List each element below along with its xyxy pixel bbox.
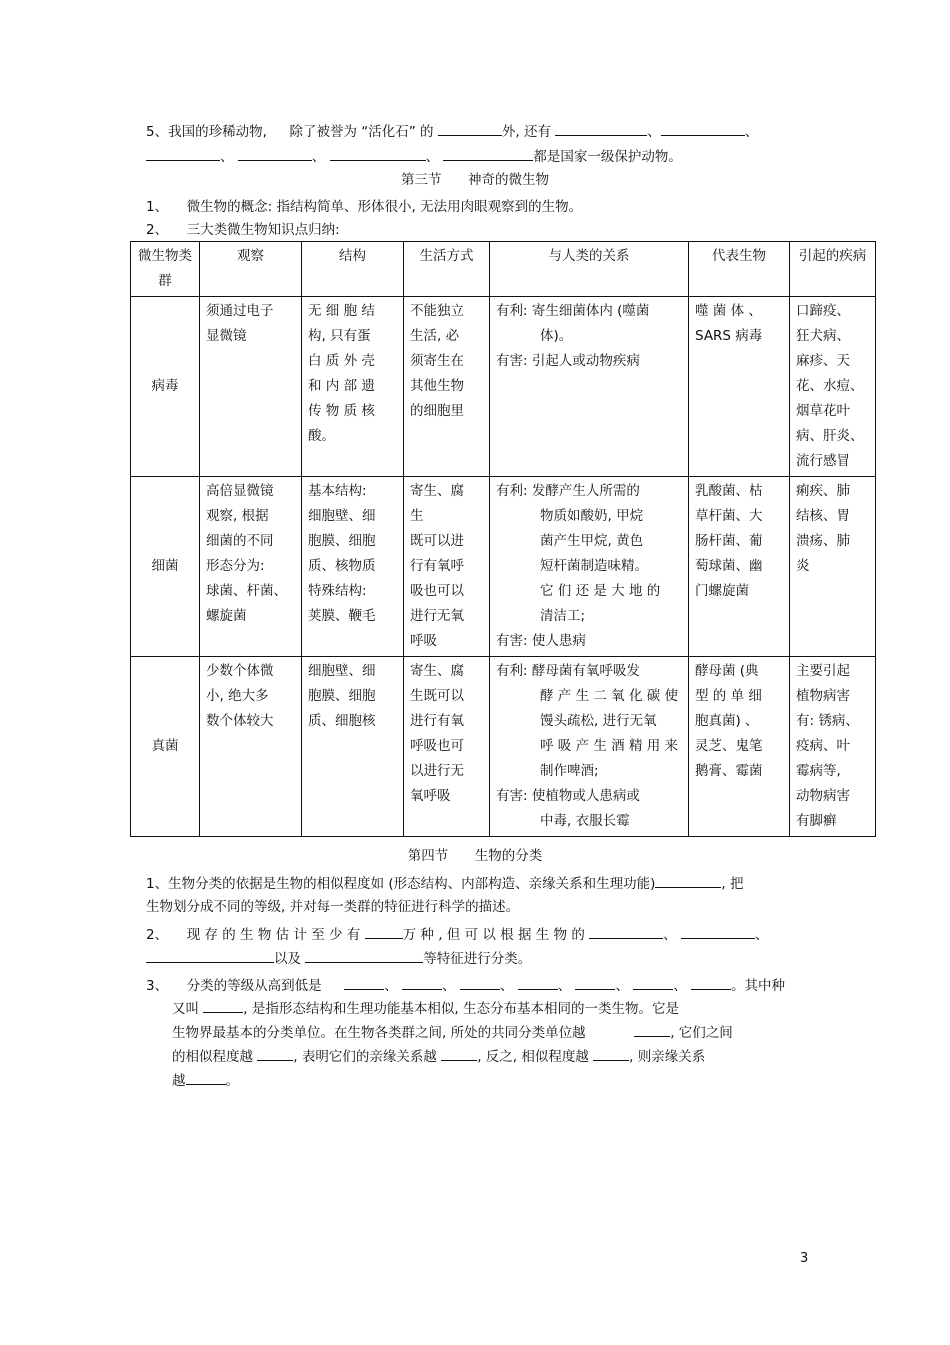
- blank-field[interactable]: [438, 121, 502, 136]
- cell-line: 馒头疏松, 进行无氧: [540, 713, 657, 729]
- disease-cell: [790, 297, 876, 477]
- blank-field[interactable]: [443, 146, 533, 161]
- cell-line: 主要引起: [796, 663, 850, 679]
- structure-cell: [302, 297, 404, 477]
- blank-field[interactable]: [305, 948, 423, 963]
- cell-line: 生活, 必: [410, 328, 460, 344]
- cell-line: 物质如酸奶, 甲烷: [540, 508, 644, 524]
- col-header-structure: 结构: [302, 242, 404, 297]
- cell-line: 无 细 胞 结: [308, 303, 375, 319]
- cell-line: 流行感冒: [796, 453, 850, 469]
- cell-line: 狂犬病、: [796, 328, 850, 344]
- disease-cell: [790, 477, 876, 657]
- item-number: 1、: [146, 199, 169, 215]
- cell-line: 酵 产 生 二 氧 化 碳 使: [540, 688, 679, 704]
- paragraph-text: , 表明它们的亲缘关系越: [293, 1049, 437, 1065]
- separator: 、: [384, 978, 398, 994]
- paragraph-text: 生物划分成不同的等级, 并对每一类群的特征进行科学的描述。: [146, 899, 520, 915]
- cell-line: 胞真菌) 、: [695, 713, 759, 729]
- s4-p3-line1: [146, 975, 785, 996]
- paragraph-text: , 它们之间: [670, 1025, 733, 1041]
- cell-line: 有利: 酵母菌有氧呼吸发: [496, 663, 640, 679]
- cell-line: 结核、胃: [796, 508, 850, 524]
- observe-cell: [200, 297, 302, 477]
- cell-line: 荚膜、鞭毛: [308, 608, 376, 624]
- s4-p3-line2: [172, 998, 679, 1019]
- cell-line: 螺旋菌: [206, 608, 247, 624]
- blank-field[interactable]: [146, 146, 220, 161]
- cell-line: 特殊结构:: [308, 583, 367, 599]
- cell-line: 细菌的不同: [206, 533, 274, 549]
- s4-p2-line2: [146, 948, 531, 969]
- blank-field[interactable]: [441, 1046, 477, 1061]
- cell-line: 呼吸: [410, 633, 437, 649]
- cell-line: 门螺旋菌: [695, 583, 749, 599]
- cell-line: 短杆菌制造味精。: [540, 558, 648, 574]
- cell-line: 和 内 部 遗: [308, 378, 375, 394]
- section-title: 第四节: [407, 848, 449, 864]
- paragraph-text: 。: [225, 1073, 239, 1089]
- separator: 、: [647, 124, 661, 140]
- col-header-life: 生活方式: [404, 242, 490, 297]
- q5-end: 都是国家一级保护动物。: [533, 149, 682, 165]
- separator: 、: [615, 978, 629, 994]
- cell-line: 质、核物质: [308, 558, 376, 574]
- cell-line: SARS 病毒: [695, 328, 763, 344]
- blank-field[interactable]: [593, 1046, 629, 1061]
- rep-cell: [689, 297, 790, 477]
- cell-line: 高倍显微镜: [206, 483, 274, 499]
- cell-line: 菌产生甲烷, 黄色: [540, 533, 644, 549]
- paragraph-text: , 反之, 相似程度越: [477, 1049, 589, 1065]
- separator: 、: [557, 978, 572, 994]
- cell-line: 有脚癣: [796, 813, 837, 829]
- cell-line: 疫病、叶: [796, 738, 850, 754]
- cell-line: 肠杆菌、葡: [695, 533, 763, 549]
- cell-line: 动物病害: [796, 788, 850, 804]
- life-cell: [404, 297, 490, 477]
- relation-cell: [490, 297, 689, 477]
- cell-line: 它 们 还 是 大 地 的: [540, 583, 661, 599]
- observe-cell: [200, 477, 302, 657]
- paragraph-text: 生物界最基本的分类单位。在生物各类群之间, 所处的共同分类单位越: [172, 1025, 586, 1041]
- cell-line: 溃疡、肺: [796, 533, 850, 549]
- table-row: [131, 297, 876, 477]
- item-number: 2、: [146, 927, 169, 943]
- section4-heading: [0, 846, 950, 866]
- cell-line: 炎: [796, 558, 810, 574]
- relation-cell: [490, 657, 689, 837]
- cell-line: 观察, 根据: [206, 508, 269, 524]
- blank-field[interactable]: [402, 975, 442, 990]
- blank-field[interactable]: [257, 1046, 293, 1061]
- paragraph-text: 1、生物分类的依据是生物的相似程度如 (形态结构、内部构造、亲缘关系和生理功能): [146, 876, 656, 892]
- cell-line: 口蹄疫、: [796, 303, 850, 319]
- paragraph-text: 万 种 , 但 可 以 根 据 生 物 的: [402, 927, 585, 943]
- table-header-row: [131, 242, 876, 297]
- section-subtitle: 神奇的微生物: [468, 172, 550, 188]
- cell-line: 烟草花叶: [796, 403, 850, 419]
- paragraph-text: , 把: [721, 876, 744, 892]
- s4-p3-line5: [172, 1070, 239, 1091]
- cell-line: 霉病等,: [796, 763, 841, 779]
- rep-cell: [689, 657, 790, 837]
- cell-line: 萄球菌、幽: [695, 558, 763, 574]
- cell-line: 胞膜、细胞: [308, 533, 376, 549]
- blank-field[interactable]: [661, 121, 745, 136]
- blank-field[interactable]: [203, 998, 243, 1013]
- paragraph-text: , 则亲缘关系: [629, 1049, 706, 1065]
- cell-line: 鹅膏、霉菌: [695, 763, 763, 779]
- separator: 、: [754, 927, 769, 943]
- cell-line: 小, 绝大多: [206, 688, 269, 704]
- section-title: 第三节: [400, 172, 442, 188]
- cell-line: 进行无氧: [410, 608, 464, 624]
- cell-line: 质、细胞核: [308, 713, 376, 729]
- q5-line2: [146, 146, 682, 167]
- cell-line: 胞膜、细胞: [308, 688, 376, 704]
- cell-line: 以进行无: [410, 763, 464, 779]
- life-cell: [404, 657, 490, 837]
- q5-line1: [146, 121, 758, 142]
- separator: 、: [744, 124, 759, 140]
- group-cell: 细菌: [131, 477, 200, 657]
- cell-line: 球菌、杆菌、: [206, 583, 287, 599]
- cell-line: 细胞壁、细: [308, 508, 376, 524]
- blank-field[interactable]: [634, 1022, 670, 1037]
- cell-line: 其他生物: [410, 378, 464, 394]
- cell-line: 须通过电子: [206, 303, 274, 319]
- paragraph-text: 等特征进行分类。: [423, 951, 532, 967]
- cell-line: 有利: 寄生细菌体内 (噬菌: [496, 303, 650, 319]
- cell-line: 少数个体微: [206, 663, 274, 679]
- separator: 、: [499, 978, 514, 994]
- blank-field[interactable]: [146, 948, 274, 963]
- life-cell: [404, 477, 490, 657]
- cell-line: 不能独立: [410, 303, 464, 319]
- blank-field[interactable]: [344, 975, 384, 990]
- section-subtitle: 生物的分类: [474, 848, 543, 864]
- paragraph-text: 又叫: [172, 1001, 199, 1017]
- blank-field[interactable]: [238, 146, 312, 161]
- cell-line: 进行有氧: [410, 713, 464, 729]
- cell-line: 花、水痘、: [796, 378, 864, 394]
- section3-item2: [146, 220, 340, 240]
- blank-field[interactable]: [655, 873, 721, 888]
- cell-line: 乳酸菌、枯: [695, 483, 763, 499]
- group-cell: 真菌: [131, 657, 200, 837]
- cell-line: 病、肝炎、: [796, 428, 864, 444]
- page-number: 3: [800, 1251, 809, 1266]
- rep-cell: [689, 477, 790, 657]
- blank-field[interactable]: [691, 975, 731, 990]
- paragraph-text: 越: [172, 1073, 186, 1089]
- paragraph-text: , 是指形态结构和生理功能基本相似, 生态分布基本相同的一类生物。它是: [243, 1001, 679, 1017]
- item-number: 2、: [146, 222, 169, 238]
- cell-line: 既可以进: [410, 533, 464, 549]
- paragraph-text: 的相似程度越: [172, 1049, 253, 1065]
- cell-line: 基本结构:: [308, 483, 367, 499]
- cell-line: 有害: 引起人或动物疾病: [496, 353, 640, 369]
- cell-line: 清洁工;: [540, 608, 586, 624]
- cell-line: 传 物 质 核: [308, 403, 375, 419]
- section3-heading: [0, 170, 950, 190]
- cell-line: 噬 菌 体 、: [695, 303, 762, 319]
- s4-p1-line1: [146, 873, 744, 894]
- cell-line: 构, 只有蛋: [308, 328, 371, 344]
- blank-field[interactable]: [365, 924, 403, 939]
- cell-line: 数个体较大: [206, 713, 274, 729]
- cell-line: 有利: 发酵产生人所需的: [496, 483, 640, 499]
- cell-line: 型 的 单 细: [695, 688, 762, 704]
- blank-field[interactable]: [589, 924, 663, 939]
- col-header-group: 微生物类群: [131, 242, 200, 297]
- observe-cell: [200, 657, 302, 837]
- cell-line: 白 质 外 壳: [308, 353, 375, 369]
- cell-line: 有: 锈病、: [796, 713, 859, 729]
- item-text: 三大类微生物知识点归纳:: [186, 222, 340, 238]
- blank-field[interactable]: [460, 975, 500, 990]
- cell-line: 吸也可以: [410, 583, 464, 599]
- cell-line: 生: [410, 508, 424, 524]
- col-header-relation: 与人类的关系: [490, 242, 689, 297]
- cell-line: 寄生、腐: [410, 663, 464, 679]
- separator: 、: [220, 149, 234, 165]
- table-row: [131, 657, 876, 837]
- disease-cell: [790, 657, 876, 837]
- blank-field[interactable]: [518, 975, 558, 990]
- cell-line: 植物病害: [796, 688, 850, 704]
- structure-cell: [302, 477, 404, 657]
- cell-line: 体)。: [540, 328, 573, 344]
- s4-p2-line1: [146, 924, 768, 945]
- s4-p3-line3: [172, 1022, 733, 1043]
- relation-cell: [490, 477, 689, 657]
- cell-line: 酸。: [308, 428, 335, 444]
- table-row: [131, 477, 876, 657]
- cell-line: 生既可以: [410, 688, 464, 704]
- q5-after: 外, 还有: [501, 124, 551, 140]
- cell-line: 痢疾、肺: [796, 483, 850, 499]
- item-number: 3、: [146, 978, 169, 994]
- paragraph-text: 以及: [274, 951, 301, 967]
- cell-line: 须寄生在: [410, 353, 464, 369]
- blank-field[interactable]: [575, 975, 615, 990]
- blank-field[interactable]: [330, 146, 426, 161]
- cell-line: 中毒, 衣服长霉: [540, 813, 630, 829]
- cell-line: 行有氧呼: [410, 558, 464, 574]
- cell-line: 草杆菌、大: [695, 508, 763, 524]
- item-text: 微生物的概念: 指结构简单、形体很小, 无法用肉眼观察到的生物。: [186, 199, 583, 215]
- separator: 、: [663, 927, 677, 943]
- cell-line: 呼吸也可: [410, 738, 464, 754]
- cell-line: 细胞壁、细: [308, 663, 376, 679]
- cell-line: 制作啤酒;: [540, 763, 599, 779]
- paragraph-text: 。其中种: [731, 978, 786, 994]
- group-cell: 病毒: [131, 297, 200, 477]
- cell-line: 酵母菌 (典: [695, 663, 759, 679]
- blank-field[interactable]: [555, 121, 647, 136]
- separator: 、: [442, 978, 456, 994]
- structure-cell: [302, 657, 404, 837]
- q5-prefix: 5、我国的珍稀动物,: [146, 124, 267, 140]
- cell-line: 有害: 使人患病: [496, 633, 586, 649]
- cell-line: 灵芝、鬼笔: [695, 738, 763, 754]
- cell-line: 麻疹、天: [796, 353, 850, 369]
- microbe-table: [130, 241, 876, 837]
- col-header-representative: 代表生物: [689, 242, 790, 297]
- separator: 、: [673, 978, 687, 994]
- cell-line: 有害: 使植物或人患病或: [496, 788, 640, 804]
- blank-field[interactable]: [186, 1070, 226, 1085]
- cell-line: 显微镜: [206, 328, 247, 344]
- s4-p3-line4: [172, 1046, 705, 1067]
- cell-line: 形态分为:: [206, 558, 265, 574]
- col-header-disease: 引起的疾病: [790, 242, 876, 297]
- q5-mid: 除了被誉为 “活化石” 的: [289, 124, 434, 140]
- separator: 、: [311, 149, 326, 165]
- paragraph-text: 现 存 的 生 物 估 计 至 少 有: [186, 927, 361, 943]
- s4-p1-line2: [146, 897, 519, 917]
- separator: 、: [425, 149, 440, 165]
- paragraph-text: 分类的等级从高到低是: [186, 978, 322, 994]
- blank-field[interactable]: [681, 924, 755, 939]
- col-header-observe: 观察: [200, 242, 302, 297]
- section3-item1: [146, 197, 582, 217]
- blank-field[interactable]: [633, 975, 673, 990]
- cell-line: 呼 吸 产 生 酒 精 用 来: [540, 738, 679, 754]
- cell-line: 寄生、腐: [410, 483, 464, 499]
- cell-line: 的细胞里: [410, 403, 464, 419]
- cell-line: 氧呼吸: [410, 788, 451, 804]
